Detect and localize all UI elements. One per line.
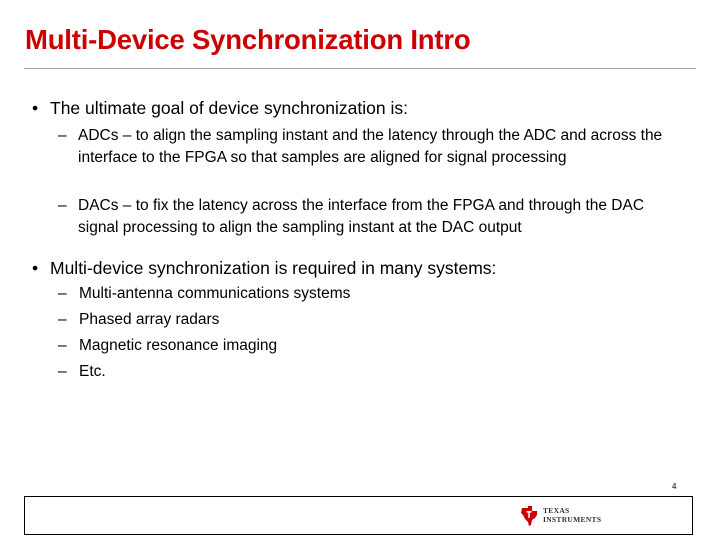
list-item-marker: – [58,363,67,380]
page-title: Multi-Device Synchronization Intro [25,24,471,55]
list-item [58,307,458,333]
bullet-text: The ultimate goal of device synchronization is: [50,98,408,118]
sub-bullet-text: ADCs – to align the sampling instant and the latency through the ADC and across the interface to the FPGA so that samples are aligned for signal processing [78,127,663,166]
sub-bullet-marker: – [58,127,67,144]
list-item-text: Multi-antenna communications systems [79,285,351,302]
list-item [58,333,458,359]
list-item-text: Magnetic resonance imaging [79,337,278,354]
title-divider [24,68,696,69]
logo-line-2: INSTRUMENTS [543,515,602,524]
ti-state-icon [520,505,540,527]
page-number: 4 [672,482,677,491]
bullet-marker: • [32,258,39,278]
list-item [58,359,458,385]
list-item-marker: – [58,337,67,354]
bullet-marker: • [32,98,39,118]
texas-instruments-logo [520,505,615,527]
bullet-text: Multi-device synchronization is required in many systems: [50,258,497,278]
bullet-sync-required [32,257,692,279]
logo-line-1: TEXAS [543,506,570,515]
sub-bullet-marker: – [58,197,67,214]
list-item-marker: – [58,311,67,328]
list-item [58,281,458,307]
sub-bullet-dacs [58,195,683,239]
sub-bullet-adcs [58,125,683,191]
list-item-text: Etc. [79,363,106,380]
sub-bullet-text: DACs – to fix the latency across the interface from the FPGA and through the DAC signal processing to align the sampling instant at the DAC output [78,197,645,236]
bullet-sync-goal [32,97,692,119]
list-item-marker: – [58,285,67,302]
ti-t-stem [528,511,530,518]
list-item-text: Phased array radars [79,311,220,328]
